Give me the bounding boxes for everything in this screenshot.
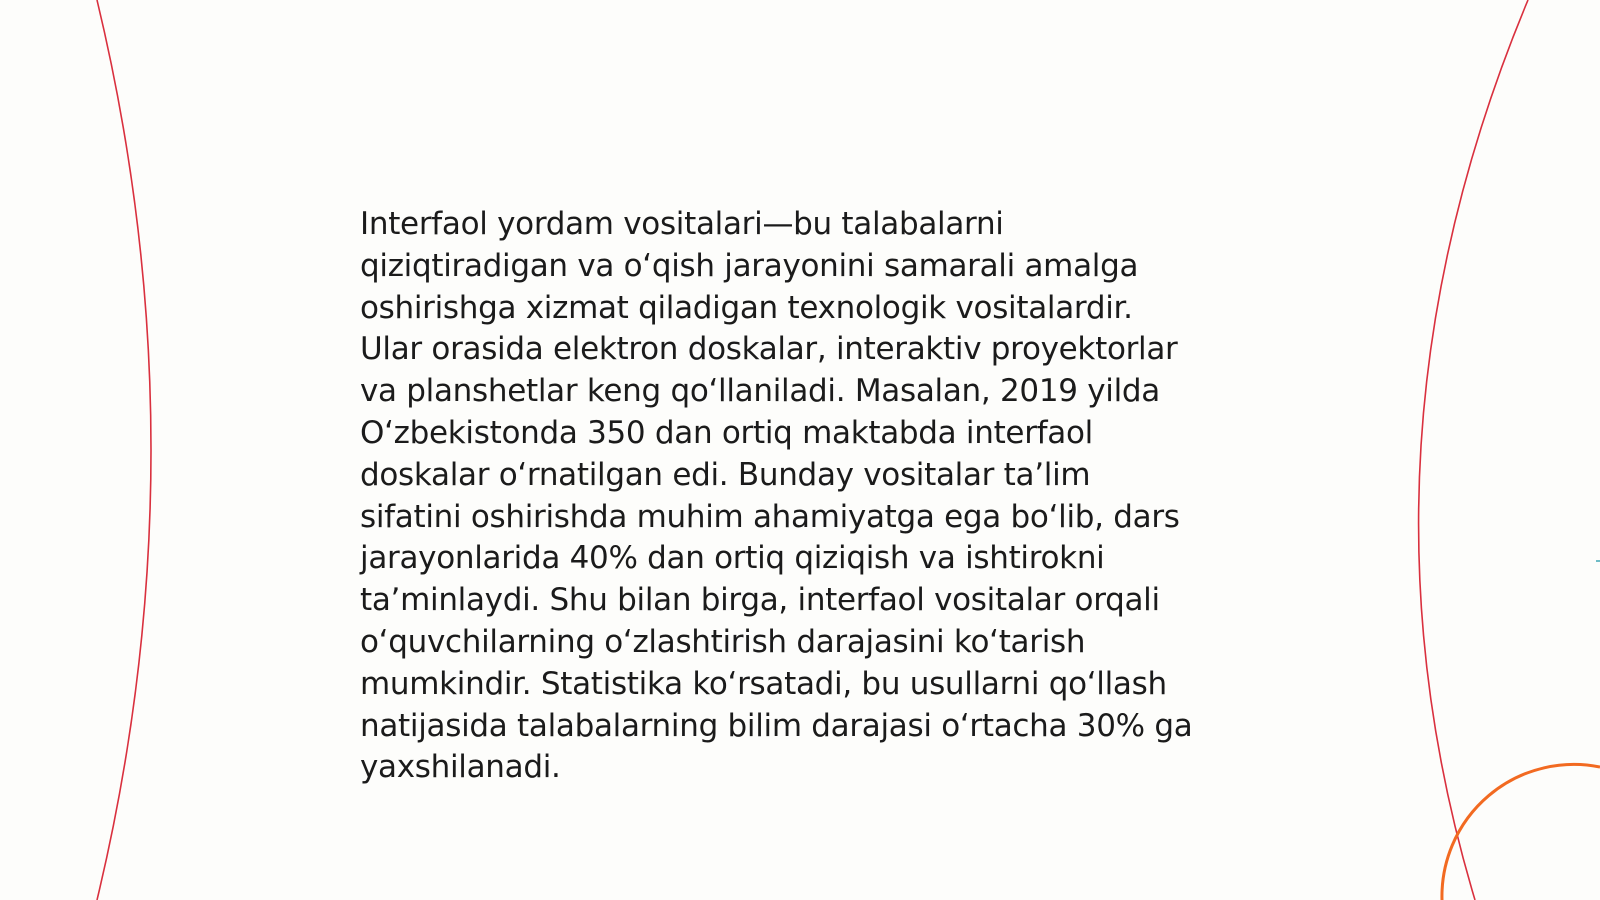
paragraph-line: yaxshilanadi. (360, 749, 561, 786)
body-paragraph (360, 204, 1240, 789)
paragraph-line: va planshetlar keng qo‘llaniladi. Masalan, 2019 yilda (360, 373, 1161, 410)
paragraph-line: Ular orasida elektron doskalar, interaktiv proyektorlar (360, 331, 1178, 368)
paragraph-line: qiziqtiradigan va o‘qish jarayonini samarali amalga (360, 247, 1139, 284)
paragraph-line: Interfaol yordam vositalari—bu talabalarni (360, 206, 1004, 242)
orange-circle-arc (1442, 764, 1600, 900)
left-red-arc (97, 0, 151, 900)
paragraph-line: sifatini oshirishda muhim ahamiyatga ega bo‘lib, dars (360, 498, 1180, 535)
paragraph-line: ta’minlaydi. Shu bilan birga, interfaol vositalar orqali (360, 582, 1160, 619)
paragraph-line: oshirishga xizmat qiladigan texnologik vositalardir. (360, 289, 1133, 326)
paragraph-line: natijasida talabalarning bilim darajasi o‘rtacha 30% ga (360, 707, 1193, 744)
paragraph-line: doskalar o‘rnatilgan edi. Bunday vositalar ta’lim (360, 456, 1091, 493)
paragraph-line: o‘quvchilarning o‘zlashtirish darajasini ko‘tarish (360, 623, 1086, 660)
paragraph-line: jarayonlarida 40% dan ortiq qiziqish va ishtirokni (360, 540, 1105, 577)
right-red-arc (1419, 0, 1528, 900)
paragraph-line: O‘zbekistonda 350 dan ortiq maktabda interfaol (360, 414, 1093, 451)
paragraph-line: mumkindir. Statistika ko‘rsatadi, bu usullarni qo‘llash (360, 665, 1167, 702)
